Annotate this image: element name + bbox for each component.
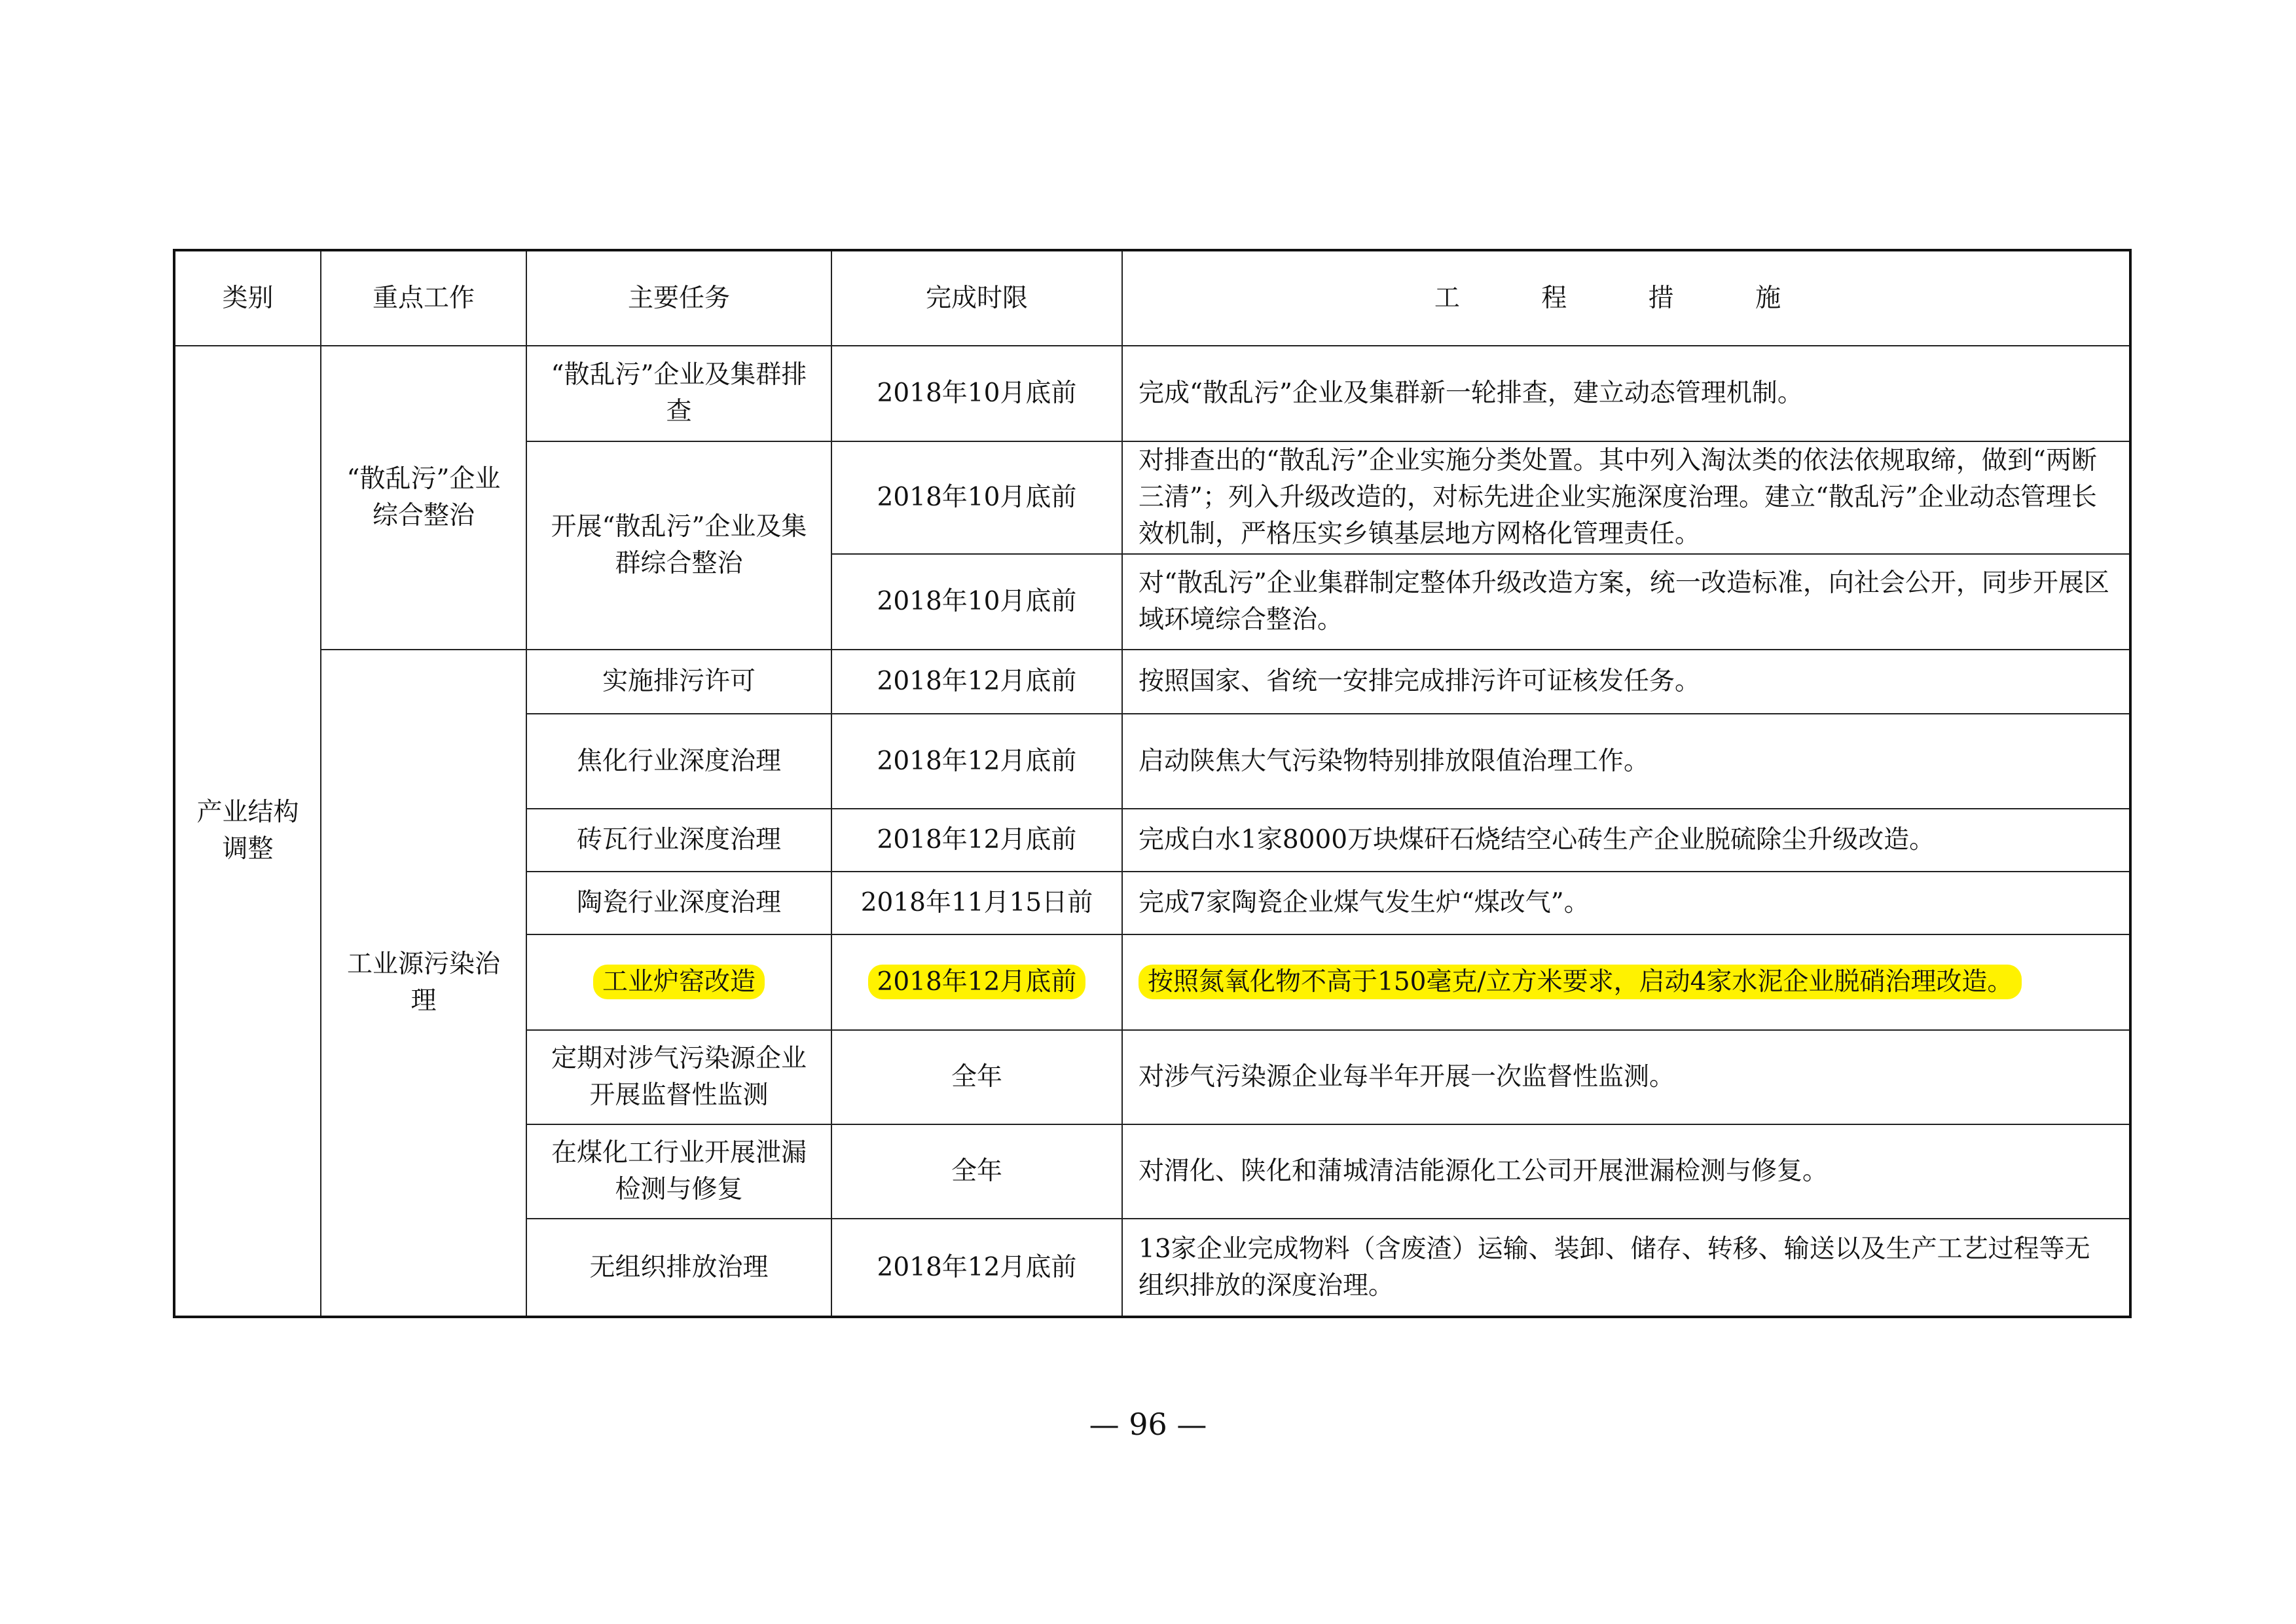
key-work-cell: “散乱污”企业综合整治 <box>321 346 526 650</box>
task-cell: 陶瓷行业深度治理 <box>526 872 831 934</box>
deadline-cell: 2018年10月底前 <box>831 554 1122 650</box>
measure-cell: 对“散乱污”企业集群制定整体升级改造方案，统一改造标准，向社会公开，同步开展区域环境综合整治。 <box>1122 554 2130 650</box>
deadline-cell: 全年 <box>831 1124 1122 1219</box>
task-cell <box>526 934 831 1030</box>
task-cell: 砖瓦行业深度治理 <box>526 809 831 872</box>
measure-cell: 启动陕焦大气污染物特别排放限值治理工作。 <box>1122 714 2130 809</box>
measure-cell: 13家企业完成物料（含废渣）运输、装卸、储存、转移、输送以及生产工艺过程等无组织排放的深度治理。 <box>1122 1219 2130 1317</box>
deadline-cell: 2018年12月底前 <box>831 714 1122 809</box>
page-number: — 96 — <box>1089 1407 1207 1442</box>
deadline-cell: 2018年10月底前 <box>831 441 1122 554</box>
deadline-cell: 2018年12月底前 <box>831 1219 1122 1317</box>
measure-cell: 按照国家、省统一安排完成排污许可证核发任务。 <box>1122 650 2130 714</box>
header-measures: 工 程 措 施 <box>1122 250 2130 346</box>
measure-cell: 完成“散乱污”企业及集群新一轮排查，建立动态管理机制。 <box>1122 346 2130 441</box>
header-category: 类别 <box>174 250 321 346</box>
deadline-cell: 2018年12月底前 <box>831 650 1122 714</box>
measure-cell <box>1122 934 2130 1030</box>
measure-cell: 完成白水1家8000万块煤矸石烧结空心砖生产企业脱硫除尘升级改造。 <box>1122 809 2130 872</box>
deadline-cell: 2018年12月底前 <box>831 809 1122 872</box>
deadline-cell <box>831 934 1122 1030</box>
header-key-work: 重点工作 <box>321 250 526 346</box>
measure-cell: 对排查出的“散乱污”企业实施分类处置。其中列入淘汰类的依法依规取缔，做到“两断三清”；列入升级改造的，对标先进企业实施深度治理。建立“散乱污”企业动态管理长效机制，严格压实乡镇基层地方网格化管理责任。 <box>1122 441 2130 554</box>
deadline-cell: 2018年10月底前 <box>831 346 1122 441</box>
work-plan-table <box>173 249 2132 1318</box>
header-main-task: 主要任务 <box>526 250 831 346</box>
measure-cell: 对渭化、陕化和蒲城清洁能源化工公司开展泄漏检测与修复。 <box>1122 1124 2130 1219</box>
header-row <box>174 250 2130 346</box>
task-cell: 在煤化工行业开展泄漏检测与修复 <box>526 1124 831 1219</box>
deadline-cell: 全年 <box>831 1030 1122 1124</box>
header-deadline: 完成时限 <box>831 250 1122 346</box>
highlighted-text: 2018年12月底前 <box>868 965 1086 999</box>
table-row <box>174 346 2130 441</box>
highlighted-text: 工业炉窑改造 <box>593 965 765 999</box>
category-cell: 产业结构调整 <box>174 346 321 1317</box>
task-cell: 焦化行业深度治理 <box>526 714 831 809</box>
task-cell: 开展“散乱污”企业及集群综合整治 <box>526 441 831 650</box>
task-cell: 实施排污许可 <box>526 650 831 714</box>
task-cell: 定期对涉气污染源企业开展监督性监测 <box>526 1030 831 1124</box>
measure-cell: 对涉气污染源企业每半年开展一次监督性监测。 <box>1122 1030 2130 1124</box>
highlighted-text: 按照氮氧化物不高于150毫克/立方米要求，启动4家水泥企业脱硝治理改造。 <box>1139 965 2022 999</box>
task-cell: 无组织排放治理 <box>526 1219 831 1317</box>
task-cell: “散乱污”企业及集群排查 <box>526 346 831 441</box>
table-row <box>174 650 2130 714</box>
deadline-cell: 2018年11月15日前 <box>831 872 1122 934</box>
key-work-cell: 工业源污染治理 <box>321 650 526 1317</box>
measure-cell: 完成7家陶瓷企业煤气发生炉“煤改气”。 <box>1122 872 2130 934</box>
